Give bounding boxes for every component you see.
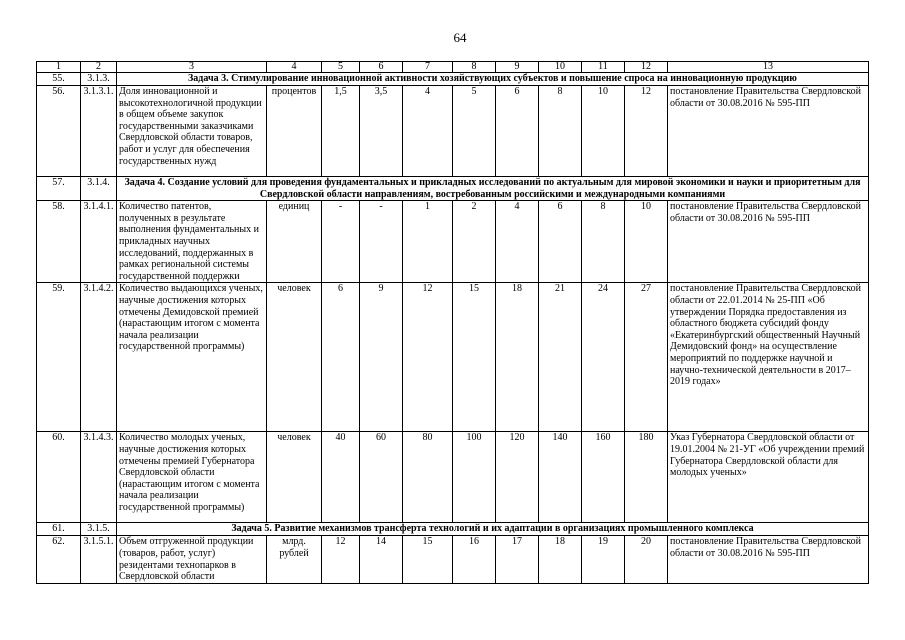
indicator-value: 4 [496, 201, 539, 283]
row-number: 60. [37, 432, 81, 523]
indicator-unit: единиц [267, 201, 322, 283]
indicator-value: 16 [453, 536, 496, 583]
column-header: 12 [625, 62, 668, 73]
indicator-value: 60 [360, 432, 403, 523]
indicator-description: Количество выдающихся ученых, научные достижения которых отмечены Демидовской премией (нарастающим итогом с момента начала реализации государственной программы) [117, 283, 267, 432]
header-row [37, 62, 869, 73]
indicator-value: - [322, 201, 360, 283]
row-code: 3.1.4.1. [81, 201, 117, 283]
indicator-value: 27 [625, 283, 668, 432]
column-header: 8 [453, 62, 496, 73]
row-number: 59. [37, 283, 81, 432]
indicator-value: 10 [582, 86, 625, 177]
indicator-value: 17 [496, 536, 539, 583]
column-header: 13 [668, 62, 869, 73]
indicator-row [37, 283, 869, 432]
row-code: 3.1.3.1. [81, 86, 117, 177]
column-header: 5 [322, 62, 360, 73]
indicator-value: 18 [496, 283, 539, 432]
row-code: 3.1.4.2. [81, 283, 117, 432]
indicator-value: 160 [582, 432, 625, 523]
indicator-value: 3,5 [360, 86, 403, 177]
indicator-value: 20 [625, 536, 668, 583]
indicator-value: 14 [360, 536, 403, 583]
row-number: 57. [37, 177, 81, 201]
row-code: 3.1.3. [81, 73, 117, 86]
row-number: 55. [37, 73, 81, 86]
indicator-value: 6 [539, 201, 582, 283]
column-header: 3 [117, 62, 267, 73]
task-title: Задача 5. Развитие механизмов трансферта технологий и их адаптации в организациях промышленного комплекса [117, 523, 869, 536]
column-header: 4 [267, 62, 322, 73]
row-number: 61. [37, 523, 81, 536]
indicator-value: 1,5 [322, 86, 360, 177]
indicator-value: 9 [360, 283, 403, 432]
indicator-unit: человек [267, 283, 322, 432]
row-code: 3.1.4.3. [81, 432, 117, 523]
column-header: 1 [37, 62, 81, 73]
indicator-value: 19 [582, 536, 625, 583]
column-header: 10 [539, 62, 582, 73]
indicator-description: Доля инновационной и высокотехнологичной продукции в общем объеме закупок государственными заказчиками Свердловской области товаров, работ и услуг для обеспечения государственных нужд [117, 86, 267, 177]
legal-document: Указ Губернатора Свердловской области от 19.01.2004 № 21-УГ «Об учреждении премий Губернатора Свердловской области для молодых ученых» [668, 432, 869, 523]
indicator-value: 6 [322, 283, 360, 432]
indicator-value: - [360, 201, 403, 283]
column-header: 6 [360, 62, 403, 73]
indicator-value: 140 [539, 432, 582, 523]
legal-document: постановление Правительства Свердловской области от 30.08.2016 № 595-ПП [668, 536, 869, 583]
indicators-table [36, 61, 869, 584]
task-title: Задача 3. Стимулирование инновационной активности хозяйствующих субъектов и повышение спроса на инновационную продукцию [117, 73, 869, 86]
indicator-value: 24 [582, 283, 625, 432]
indicator-row [37, 536, 869, 583]
indicator-unit: человек [267, 432, 322, 523]
indicator-value: 40 [322, 432, 360, 523]
row-code: 3.1.4. [81, 177, 117, 201]
indicator-value: 5 [453, 86, 496, 177]
indicator-value: 15 [403, 536, 453, 583]
indicator-value: 80 [403, 432, 453, 523]
task-title: Задача 4. Создание условий для проведения фундаментальных и прикладных исследований по актуальным для мировой экономики и науки и приоритетным для Свердловской области направлениям, востребованным российскими и международными компаниями [117, 177, 869, 201]
indicator-value: 21 [539, 283, 582, 432]
indicator-unit: млрд. рублей [267, 536, 322, 583]
column-header: 9 [496, 62, 539, 73]
indicator-value: 12 [625, 86, 668, 177]
legal-document: постановление Правительства Свердловской области от 30.08.2016 № 595-ПП [668, 201, 869, 283]
column-header: 11 [582, 62, 625, 73]
indicator-value: 100 [453, 432, 496, 523]
task-row [37, 523, 869, 536]
row-number: 56. [37, 86, 81, 177]
indicator-unit: процентов [267, 86, 322, 177]
indicator-description: Объем отгруженной продукции (товаров, работ, услуг) резидентами технопарков в Свердловской области [117, 536, 267, 583]
indicator-row [37, 86, 869, 177]
indicator-value: 1 [403, 201, 453, 283]
indicator-value: 180 [625, 432, 668, 523]
indicator-value: 12 [403, 283, 453, 432]
indicator-value: 12 [322, 536, 360, 583]
indicator-description: Количество патентов, полученных в результате выполнения фундаментальных и прикладных научных исследований, поддержанных в рамках региональной системы государственной поддержки [117, 201, 267, 283]
column-header: 7 [403, 62, 453, 73]
indicator-value: 2 [453, 201, 496, 283]
legal-document: постановление Правительства Свердловской области от 30.08.2016 № 595-ПП [668, 86, 869, 177]
indicator-value: 8 [582, 201, 625, 283]
row-number: 58. [37, 201, 81, 283]
row-number: 62. [37, 536, 81, 583]
row-code: 3.1.5. [81, 523, 117, 536]
indicator-value: 120 [496, 432, 539, 523]
row-code: 3.1.5.1. [81, 536, 117, 583]
indicator-value: 8 [539, 86, 582, 177]
indicator-row [37, 432, 869, 523]
indicator-value: 15 [453, 283, 496, 432]
indicator-value: 18 [539, 536, 582, 583]
task-row [37, 177, 869, 201]
column-header: 2 [81, 62, 117, 73]
indicator-value: 10 [625, 201, 668, 283]
legal-document: постановление Правительства Свердловской области от 22.01.2014 № 25-ПП «Об утверждении Порядка предоставления из областного бюджета субсидий фонду «Екатеринбургский общественный Научный Демидовский фонд» на осуществление мероприятий по поддержке научной и научно-технической деятельности в 2017–2019 годах» [668, 283, 869, 432]
indicator-value: 6 [496, 86, 539, 177]
indicator-row [37, 201, 869, 283]
indicator-value: 4 [403, 86, 453, 177]
task-row [37, 73, 869, 86]
indicator-description: Количество молодых ученых, научные достижения которых отмечены премией Губернатора Свердловской области (нарастающим итогом с момента начала реализации государственной программы) [117, 432, 267, 523]
page-number: 64 [453, 30, 467, 45]
